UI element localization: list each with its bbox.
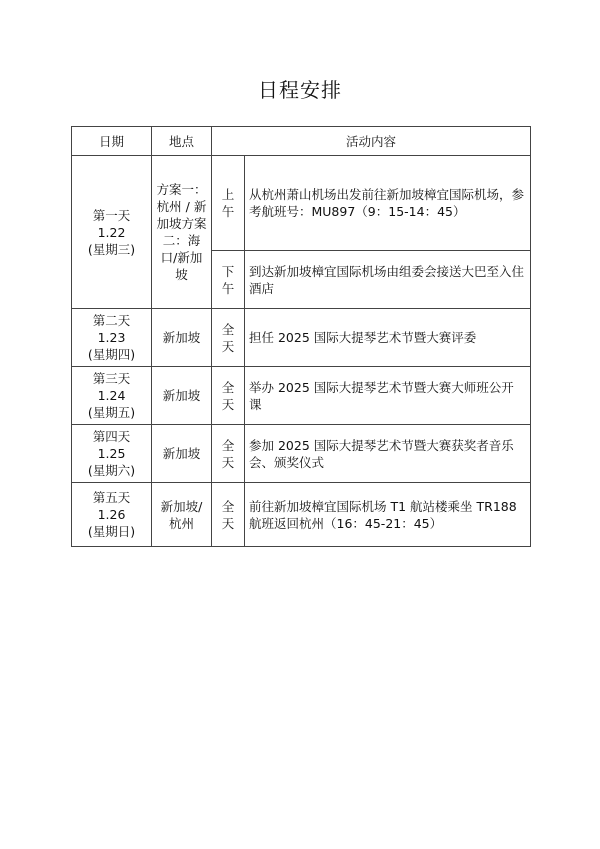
day-label: 第四天 xyxy=(92,429,131,444)
table-header-row xyxy=(72,127,531,156)
date-cell xyxy=(72,309,152,367)
table-row xyxy=(72,156,531,251)
time-slot-cell xyxy=(212,156,245,251)
activity-content: 参加 2025 国际大提琴艺术节暨大赛获奖者音乐会、颁奖仪式 xyxy=(245,425,531,483)
place-cell: 新加坡 xyxy=(152,367,212,425)
day-label: 第三天 xyxy=(92,371,131,386)
page-title: 日程安排 xyxy=(258,78,342,102)
activity-content: 举办 2025 国际大提琴艺术节暨大赛大师班公开课 xyxy=(245,367,531,425)
date-label: 1.26 xyxy=(97,507,126,522)
weekday-label: (星期五) xyxy=(87,405,136,420)
activity-content: 到达新加坡樟宜国际机场由组委会接送大巴至入住酒店 xyxy=(245,251,531,309)
weekday-label: (星期六) xyxy=(87,463,136,478)
date-label: 1.24 xyxy=(97,388,126,403)
time-slot-cell xyxy=(212,425,245,483)
table-row xyxy=(72,367,531,425)
weekday-label: (星期三) xyxy=(87,241,136,257)
time-slot-label: 全天 xyxy=(221,437,235,470)
place-cell: 方案一：杭州 / 新加坡方案二：海口/新加坡 xyxy=(152,156,212,309)
time-slot-label: 上午 xyxy=(221,187,235,219)
place-cell: 新加坡 xyxy=(152,425,212,483)
activity-content: 从杭州萧山机场出发前往新加坡樟宜国际机场，参考航班号：MU897（9：15-14：45） xyxy=(245,156,531,251)
schedule-table xyxy=(71,126,531,547)
date-label: 1.22 xyxy=(97,224,126,240)
time-slot-label: 全天 xyxy=(221,379,235,412)
date-cell xyxy=(72,367,152,425)
place-cell: 新加坡/杭州 xyxy=(152,483,212,547)
header-place: 地点 xyxy=(152,127,212,156)
time-slot-cell xyxy=(212,483,245,547)
table-row xyxy=(72,483,531,547)
time-slot-cell xyxy=(212,309,245,367)
time-slot-cell xyxy=(212,367,245,425)
header-date: 日期 xyxy=(72,127,152,156)
place-cell: 新加坡 xyxy=(152,309,212,367)
time-slot-cell xyxy=(212,251,245,309)
date-cell xyxy=(72,425,152,483)
table-row xyxy=(72,425,531,483)
weekday-label: (星期日) xyxy=(87,524,136,539)
date-label: 1.25 xyxy=(97,446,126,461)
time-slot-label: 全天 xyxy=(221,498,235,531)
header-content: 活动内容 xyxy=(212,127,531,156)
table-row xyxy=(72,309,531,367)
date-label: 1.23 xyxy=(97,330,126,345)
day-label: 第二天 xyxy=(92,313,131,328)
time-slot-label: 下午 xyxy=(221,263,235,296)
date-cell xyxy=(72,483,152,547)
date-cell xyxy=(72,156,152,309)
activity-content: 担任 2025 国际大提琴艺术节暨大赛评委 xyxy=(245,309,531,367)
activity-content: 前往新加坡樟宜国际机场 T1 航站楼乘坐 TR188 航班返回杭州（16：45-21：45） xyxy=(245,483,531,547)
time-slot-label: 全天 xyxy=(221,321,235,354)
day-label: 第一天 xyxy=(92,207,131,223)
weekday-label: (星期四) xyxy=(87,347,136,362)
day-label: 第五天 xyxy=(92,490,131,505)
